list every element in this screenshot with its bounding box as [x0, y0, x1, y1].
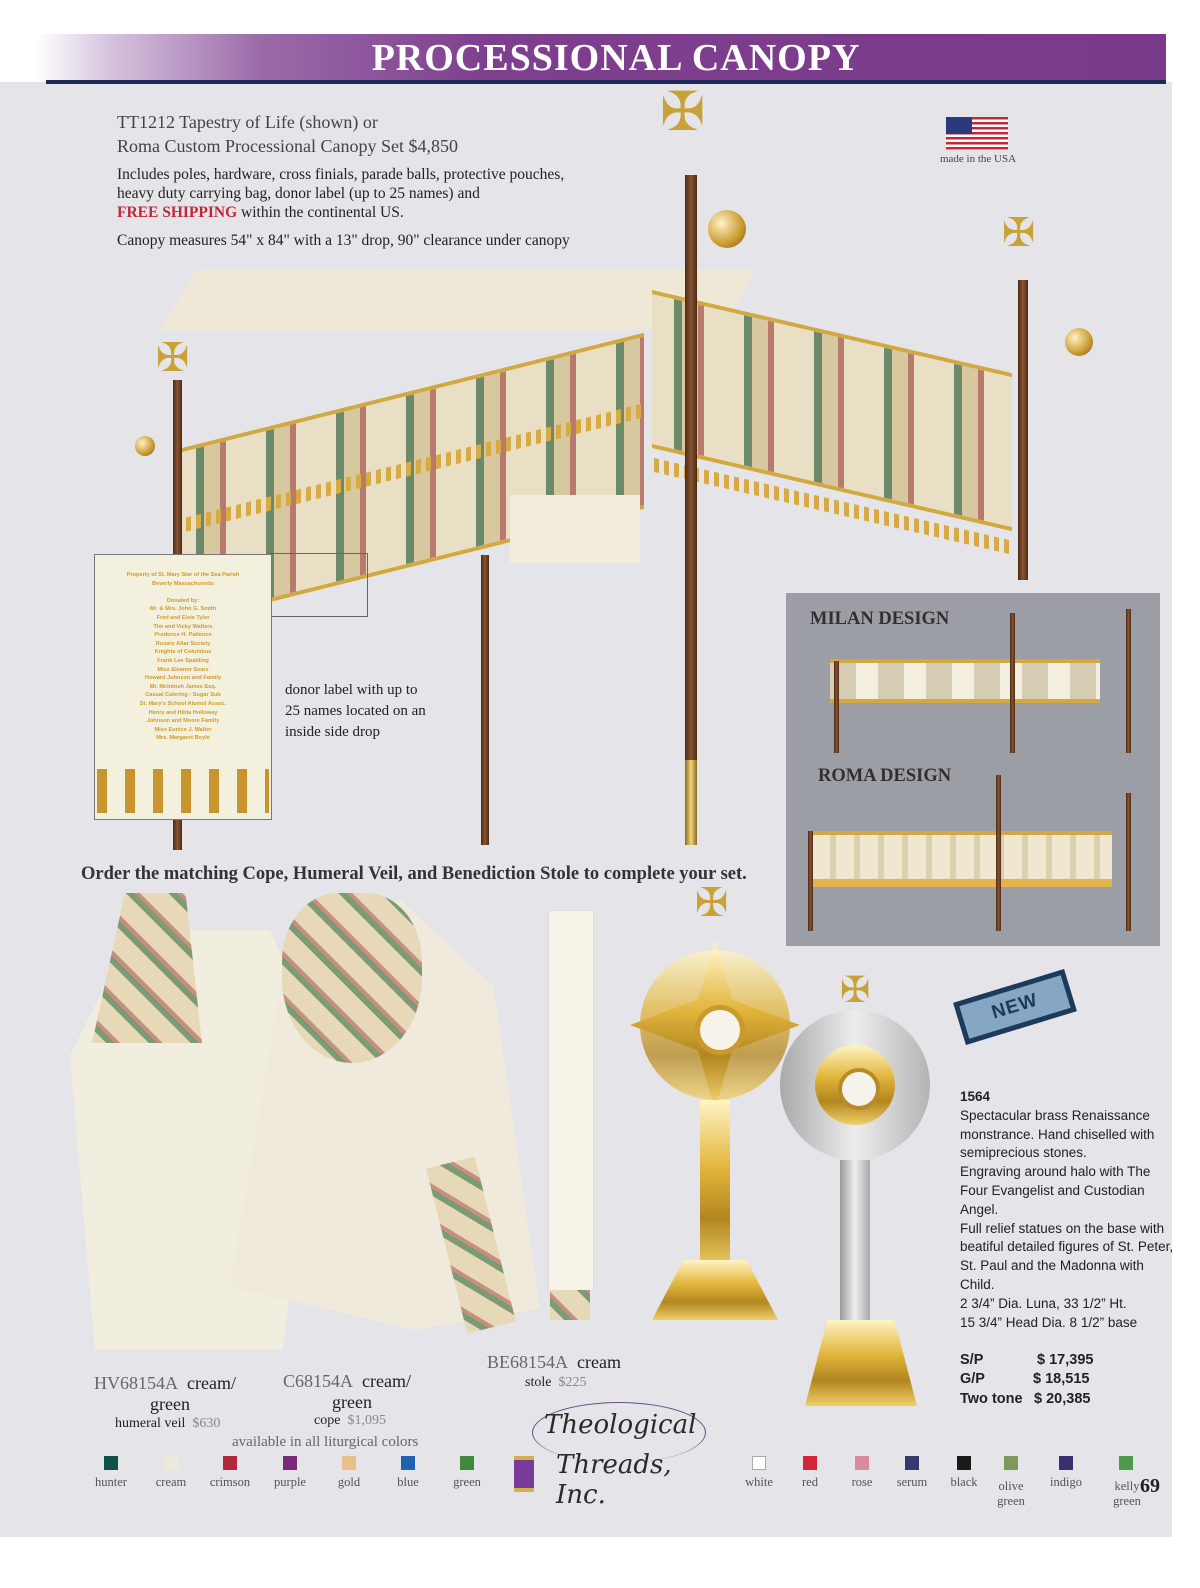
order-matching-line: Order the matching Cope, Humeral Veil, and Benediction Stole to complete your set. [81, 864, 747, 884]
monstrance-cross-icon: ✠ [695, 880, 729, 926]
milan-pole [1126, 609, 1131, 753]
theological-threads-logo [514, 1400, 714, 1510]
donor-label-connector [270, 553, 368, 617]
shipping-rest-text: within the continental US. [237, 204, 404, 221]
roma-pole [1126, 793, 1131, 931]
monstrance-number: 1564 [960, 1089, 991, 1104]
label-cope: cope $1,095 [314, 1413, 386, 1428]
swatch-label: kelly [1114, 1479, 1140, 1493]
page-number: 69 [1140, 1475, 1160, 1497]
price-finish-sp: S/P [960, 1352, 984, 1368]
product-includes-line2: heavy duty carrying bag, donor label (up to 25 names) and [117, 185, 480, 202]
available-colors-line: available in all liturgical colors [232, 1434, 419, 1450]
price-value-gp: $ 18,515 [1033, 1371, 1090, 1387]
donor-label-photo [94, 554, 272, 820]
sku-stole: BE68154A cream [487, 1352, 621, 1372]
design-inset-photo [786, 593, 1160, 946]
swatch-blue [401, 1456, 415, 1470]
sku-humeral-veil-color2: green [150, 1394, 190, 1414]
made-in-usa-caption: made in the USA [939, 153, 1017, 165]
swatch-white [752, 1456, 766, 1470]
milan-pole [834, 661, 839, 753]
swatch-label: gold [337, 1475, 361, 1489]
milan-design-label: MILAN DESIGN [810, 609, 950, 629]
sku-cope-color2: green [332, 1392, 372, 1412]
swatch-serum [905, 1456, 919, 1470]
cross-finial-icon: ✠ [660, 80, 706, 143]
parade-ball-icon [1065, 328, 1093, 356]
swatch-black [957, 1456, 971, 1470]
swatch-olive-green [1004, 1456, 1018, 1470]
donor-caption-line3: inside side drop [285, 724, 380, 740]
donor-caption-line2: 25 names located on an [285, 703, 426, 719]
product-title-line2: Roma Custom Processional Canopy Set $4,850 [117, 136, 458, 156]
free-shipping-text: FREE SHIPPING [117, 204, 238, 221]
swatch-label: green [997, 1494, 1025, 1508]
swatch-label: rose [851, 1475, 873, 1489]
swatch-hunter [104, 1456, 118, 1470]
roma-pole [808, 831, 813, 931]
monstrance-two-tone-stem [840, 1160, 870, 1320]
parade-ball-icon [135, 436, 155, 456]
cross-finial-icon: ✠ [156, 335, 190, 381]
monstrance-gold-stem [700, 1100, 730, 1270]
swatch-green [460, 1456, 474, 1470]
milan-canopy [830, 659, 1100, 703]
swatch-label: white [745, 1475, 773, 1489]
label-humeral-veil: humeral veil $630 [115, 1416, 221, 1431]
canopy-pole-brass-end [685, 760, 697, 845]
swatch-rose [855, 1456, 869, 1470]
donor-label-fringe [97, 769, 269, 813]
page-title: PROCESSIONAL CANOPY [371, 37, 861, 79]
price-value-two-tone: $ 20,385 [1034, 1391, 1091, 1407]
new-badge: NEW [953, 969, 1077, 1045]
logo-line1: Theological [544, 1410, 697, 1440]
swatch-crimson [223, 1456, 237, 1470]
canopy-pole-back-left [481, 555, 489, 845]
price-value-sp: $ 17,395 [1037, 1352, 1094, 1368]
swatch-label: crimson [209, 1475, 251, 1489]
swatch-purple [283, 1456, 297, 1470]
roma-pole [996, 775, 1001, 931]
canopy-side-panel [652, 290, 1012, 531]
milan-pole [1010, 613, 1015, 753]
cope-hood-tapestry [282, 893, 422, 1063]
cross-finial-icon: ✠ [1002, 210, 1036, 256]
swatch-label: purple [274, 1475, 306, 1489]
swatch-indigo [1059, 1456, 1073, 1470]
swatch-gold [342, 1456, 356, 1470]
swatch-label: blue [397, 1475, 419, 1489]
stole-tapestry-end [550, 1290, 590, 1320]
swatch-label: cream [155, 1475, 187, 1489]
product-title-line1: TT1212 Tapestry of Life (shown) or [117, 112, 378, 132]
canopy-measurements: Canopy measures 54" x 84" with a 13" drop, 90" clearance under canopy [117, 232, 570, 249]
logo-line2: Threads, Inc. [556, 1450, 672, 1510]
swatch-cream [164, 1456, 178, 1470]
swatch-label: green [1113, 1494, 1141, 1508]
thread-spool-icon [514, 1456, 534, 1492]
monstrance-cross-icon: ✠ [840, 970, 871, 1011]
canopy-pole-back-right [1018, 280, 1028, 580]
product-includes-line1: Includes poles, hardware, cross finials, parade balls, protective pouches, [117, 166, 565, 183]
label-stole: stole $225 [525, 1375, 587, 1390]
canopy-pole-front-right [685, 175, 697, 845]
swatch-kelly-green [1119, 1456, 1133, 1470]
us-flag-icon [946, 117, 1008, 150]
price-finish-gp: G/P [960, 1371, 985, 1387]
roma-canopy [812, 831, 1112, 887]
swatch-label: hunter [95, 1475, 127, 1489]
swatch-label: olive [998, 1479, 1024, 1493]
donor-caption-line1: donor label with up to [285, 682, 418, 698]
swatch-label: serum [896, 1475, 928, 1489]
parade-ball-icon [708, 210, 746, 248]
swatch-label: green [453, 1475, 481, 1489]
monstrance-details: Spectacular brass Renaissance monstrance. Hand chiselled with semiprecious stones. Engraving around halo with The Four Evangelist and Custodian Angel. Full relief statues on the base with beatiful detailed figures of St. Peter, St. Paul and the Madonna with Child. 2 3/4” Dia. Luna, 33 1/2” Ht. 15 3/4” Head Dia. 8 1/2” base [960, 1107, 1174, 1330]
swatch-label: red [802, 1475, 818, 1489]
benediction-stole-photo [548, 910, 594, 1292]
monstrance-description [960, 1088, 1180, 1332]
canopy-inner-drape [510, 495, 640, 563]
sku-cope: C68154A cream/ [283, 1371, 411, 1391]
swatch-label: black [950, 1475, 978, 1489]
monstrance-luna [695, 1005, 745, 1055]
swatch-red [803, 1456, 817, 1470]
monstrance-two-tone-luna [838, 1068, 880, 1110]
swatch-label: indigo [1050, 1475, 1082, 1489]
shipping-line [117, 204, 404, 222]
donor-label-text: Property of St. Mary Star of the Sea Parish Beverly Massachusetts Donated by: Mr. & Mrs. John G. Smith Fred and Elsie Tyler Tim and Vicky Walters Prudence H. Patience Rosary Altar Society Knights of Columbus Frank Lee Spalding Miss Eleanor Sears Howard Johnson and Family Mr. McIntosh James Esq. Casual Catering - Sugar Sub St. Mary's School Alumni Assoc. Henry and Hilda Holloway Johnson and Moore Family Miss Eunice J. Walter Mrs. Margaret Boyle [126, 572, 240, 742]
roma-design-label: ROMA DESIGN [818, 766, 952, 786]
price-finish-two-tone: Two tone [960, 1391, 1023, 1407]
sku-humeral-veil: HV68154A cream/ [94, 1373, 236, 1393]
